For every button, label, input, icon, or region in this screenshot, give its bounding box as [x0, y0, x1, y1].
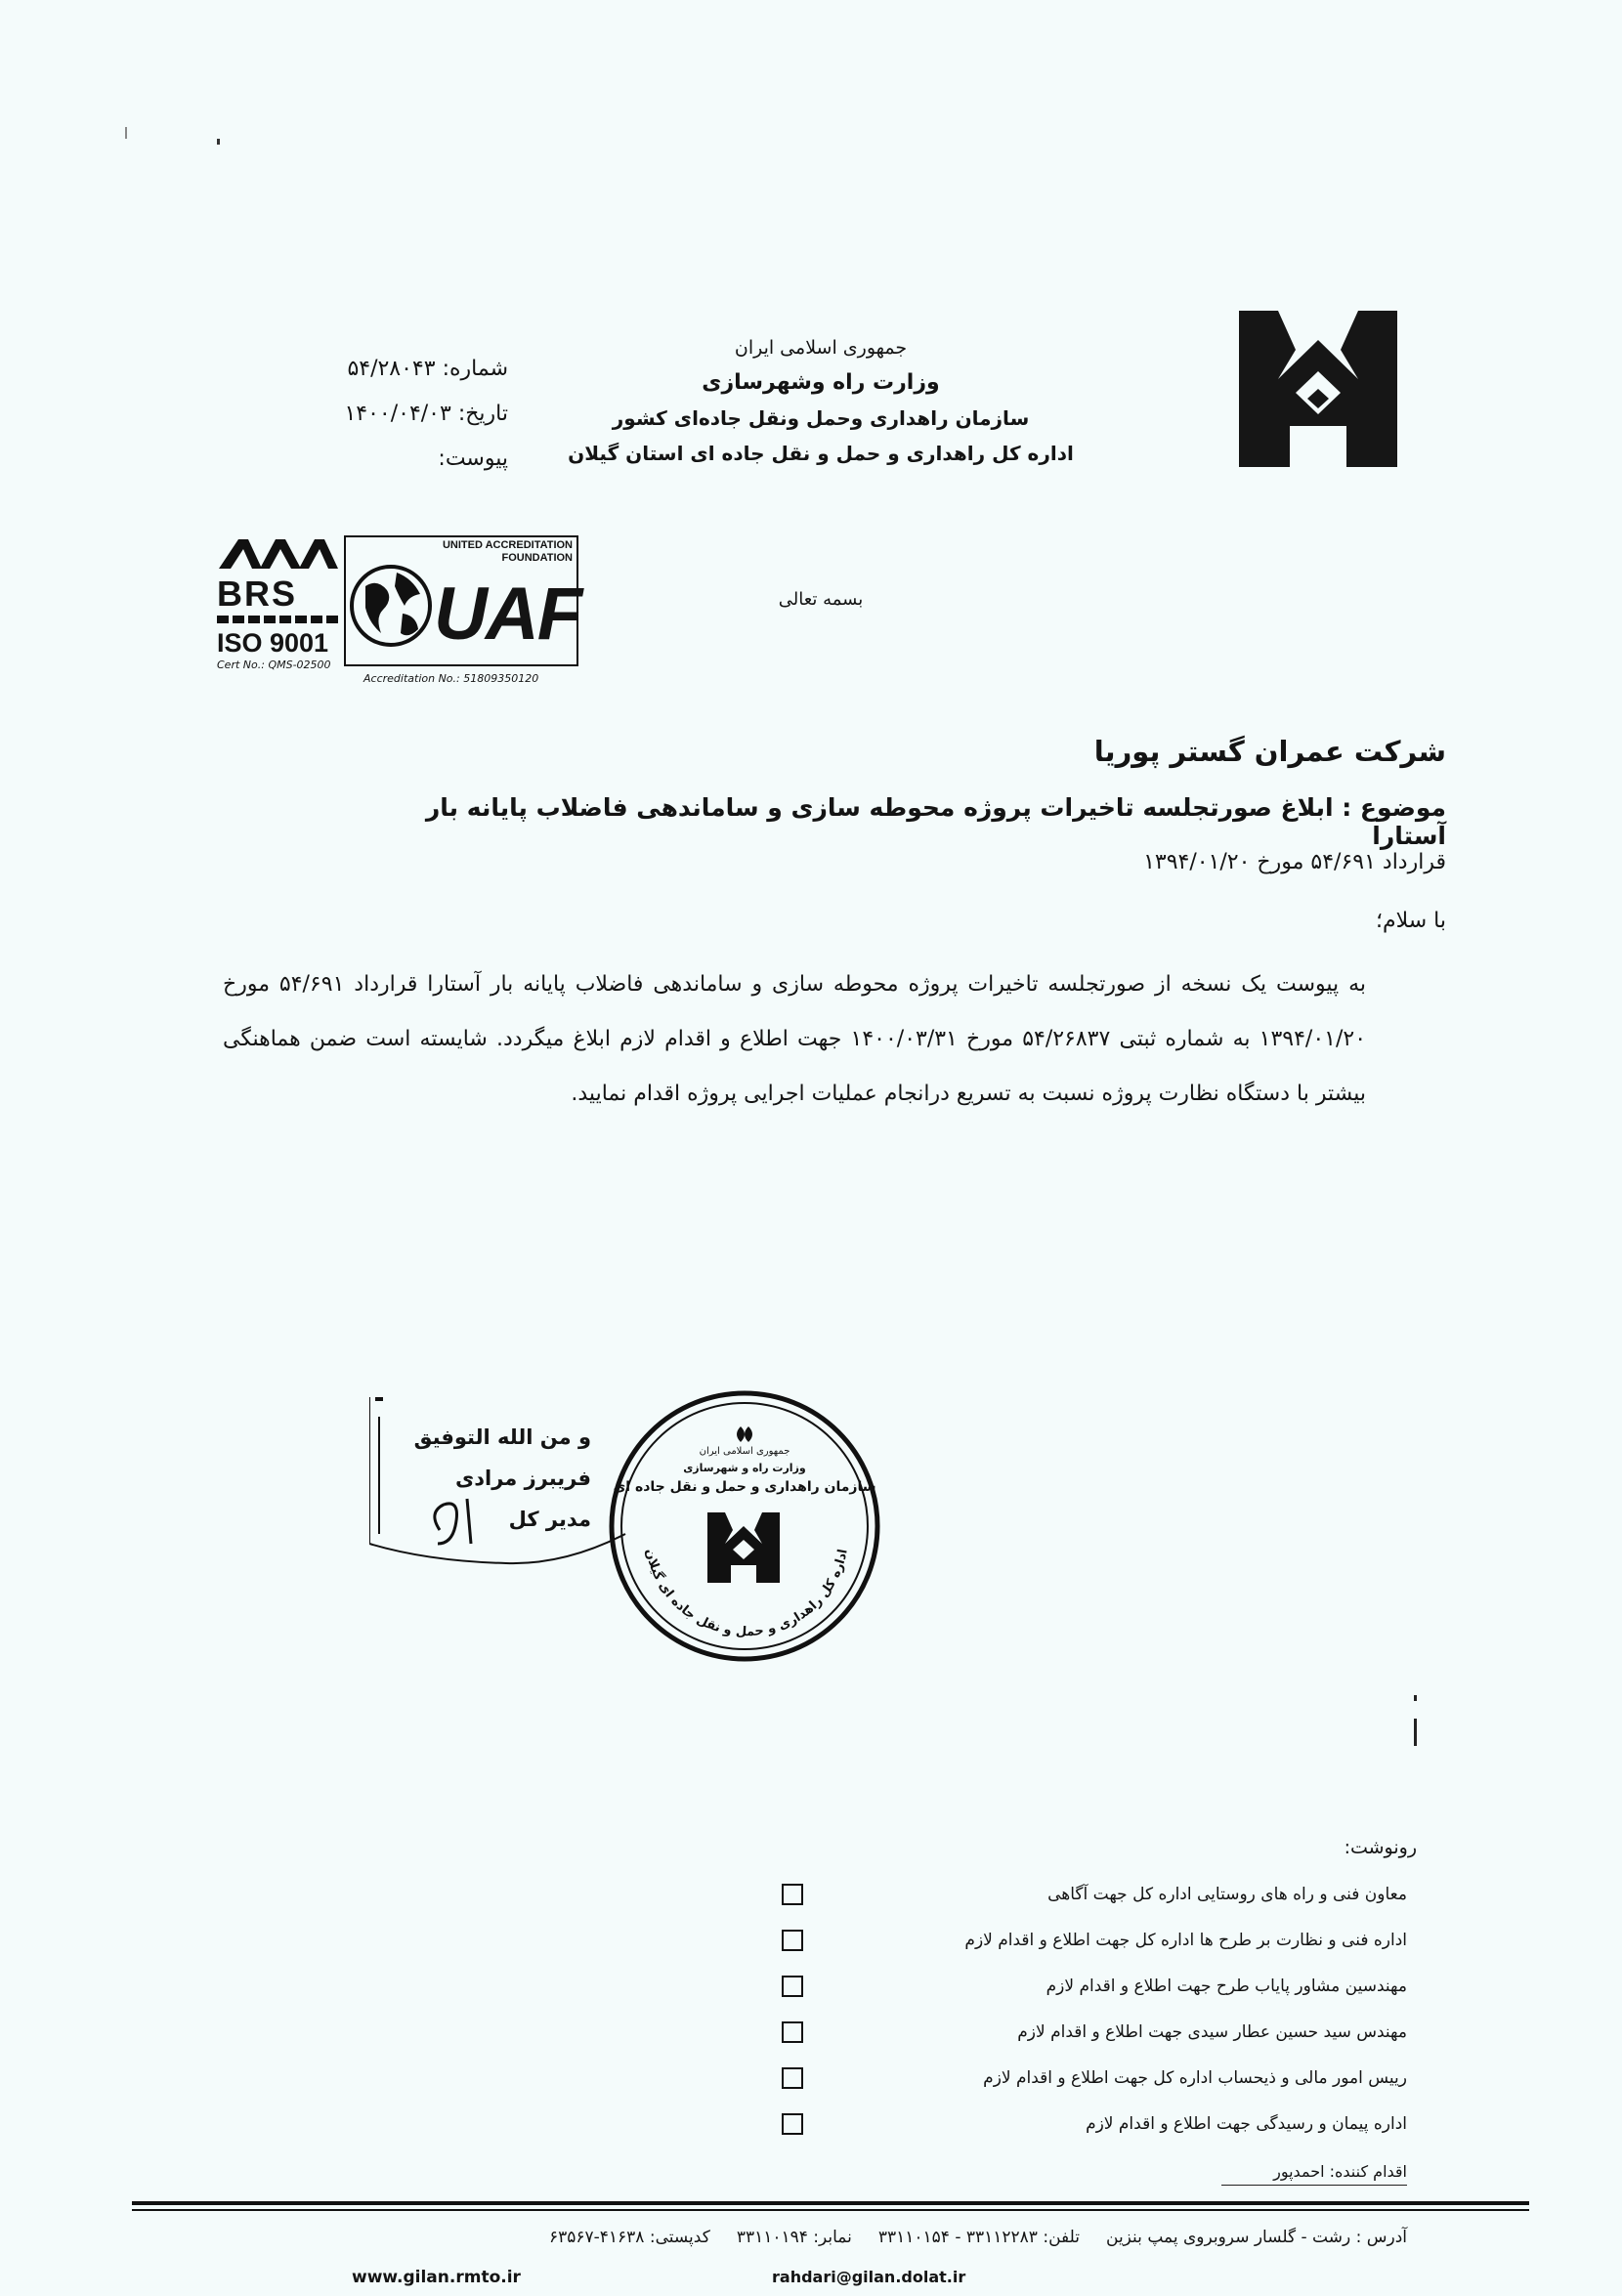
letter-attachment — [274, 437, 508, 482]
signature-block — [371, 1417, 591, 1540]
scan-mark — [125, 127, 127, 139]
country-name: جمهوری اسلامی ایران — [734, 337, 908, 359]
footer-rule — [132, 2209, 1529, 2211]
letter-number — [274, 347, 508, 392]
uaf-letters: UAF — [434, 573, 581, 656]
footer-fax: نمابر: ۳۳۱۱۰۱۹۴ — [736, 2228, 852, 2247]
cc-list — [762, 1871, 1407, 2147]
brs-bar — [217, 616, 339, 623]
cc-item — [762, 2009, 1407, 2055]
brs-label: BRS — [217, 574, 298, 614]
closing-phrase: و من الله التوفیق — [413, 1425, 591, 1449]
footer-address: آدرس : رشت - گلسار سروبروی پمپ بنزین — [1106, 2228, 1407, 2247]
enactor-underline — [1221, 2185, 1407, 2186]
subject: موضوع : ابلاغ صورتجلسه تاخیرات پروژه محوطه سازی و ساماندهی فاضلاب پایانه بار آستارا — [425, 793, 1446, 850]
letterhead — [547, 330, 1094, 471]
cc-item — [762, 2101, 1407, 2147]
brs-iso-logo — [217, 535, 339, 688]
uaf-accreditation-number: Accreditation No.: 51809350120 — [363, 672, 539, 685]
cc-checkbox[interactable] — [782, 2067, 803, 2089]
cc-title: رونوشت: — [1344, 1837, 1417, 1858]
cc-checkbox[interactable] — [782, 1884, 803, 1905]
cc-item — [762, 1963, 1407, 2009]
date-value: ۱۴۰۰/۰۴/۰۳ — [344, 402, 451, 426]
cc-item-label: اداره فنی و نظارت بر طرح ها اداره کل جهت اطلاع و اقدام لازم — [964, 1930, 1407, 1950]
date-label: تاریخ: — [457, 402, 508, 426]
cc-item — [762, 1917, 1407, 1963]
cc-item-label: اداره پیمان و رسیدگی جهت اطلاع و اقدام لازم — [1086, 2113, 1407, 2134]
organization-logo — [1239, 311, 1397, 475]
letter-meta — [274, 347, 508, 482]
footer-postal: کدپستی: ۴۱۶۳۸-۶۳۵۶۷ — [548, 2228, 710, 2247]
signatory-title: مدیر کل — [508, 1508, 591, 1531]
cc-item-label: معاون فنی و راه های روستایی اداره کل جهت آگاهی — [1047, 1884, 1407, 1904]
cc-checkbox[interactable] — [782, 2113, 803, 2135]
letter-date — [274, 392, 508, 437]
brs-chevron-icon — [217, 535, 339, 573]
attachment-label: پیوست: — [438, 446, 508, 471]
cc-checkbox[interactable] — [782, 1976, 803, 1997]
organization-name: سازمان راهداری وحمل ونقل جاده‌ای کشور — [612, 406, 1030, 430]
iso-label: ISO 9001 — [217, 628, 329, 658]
letter-body: به پیوست یک نسخه از صورتجلسه تاخیرات پروژه محوطه سازی و ساماندهی فاضلاب پایانه بار آستارا قرارداد ۵۴/۶۹۱ مورخ ۱۳۹۴/۰۱/۲۰ به شماره ثبتی ۵۴/۲۶۸۳۷ مورخ ۱۴۰۰/۰۳/۳۱ جهت اطلاع و اقدام لازم ابلاغ میگردد. شایسته است ضمن هماهنگی بیشتر با دستگاه نظارت پروژه نسبت به تسریع درانجام عملیات اجرایی پروژه اقدام نمایید. — [223, 972, 1367, 1106]
stamp-emblem-icon — [737, 1426, 752, 1442]
brs-cert-number: Cert No.: QMS-02500 — [217, 659, 331, 671]
uaf-name: UNITED ACCREDITATION FOUNDATION — [442, 539, 573, 564]
enactor: اقدام کننده: احمدپور — [1273, 2162, 1407, 2181]
cc-item — [762, 2055, 1407, 2101]
scan-mark — [1412, 1695, 1420, 1746]
directorate-name: اداره کل راهداری و حمل و نقل جاده ای استان گیلان — [568, 442, 1074, 465]
cc-checkbox[interactable] — [782, 1930, 803, 1951]
stamp-ministry: وزارت راه و شهرسازی — [683, 1462, 806, 1474]
recipient: شرکت عمران گستر پوریا — [1093, 735, 1446, 768]
ministry-name: وزارت راه وشهرسازی — [702, 370, 940, 395]
official-stamp — [606, 1387, 884, 1666]
stamp-organization: سازمان راهداری و حمل و نقل جاده ای — [613, 1479, 876, 1495]
cc-item-label: مهندسین مشاور پایاب طرح جهت اطلاع و اقدام لازم — [1046, 1976, 1407, 1996]
scan-mark — [217, 139, 220, 145]
cc-item-label: مهندس سید حسین عطار سیدی جهت اطلاع و اقدام لازم — [1017, 2021, 1407, 2042]
footer-contact — [215, 2228, 1407, 2247]
stamp-country: جمهوری اسلامی ایران — [699, 1446, 790, 1457]
cc-item — [762, 1871, 1407, 1917]
contract-reference: قرارداد ۵۴/۶۹۱ مورخ ۱۳۹۴/۰۱/۲۰ — [1143, 850, 1446, 874]
footer-rule — [132, 2201, 1529, 2205]
number-value: ۵۴/۲۸۰۴۳ — [347, 357, 436, 381]
stamp-logo-icon — [707, 1512, 780, 1583]
footer-phone: تلفن: ۳۳۱۱۲۲۸۳ - ۳۳۱۱۰۱۵۴ — [877, 2228, 1080, 2247]
footer-email[interactable]: rahdari@gilan.dolat.ir — [772, 2268, 966, 2286]
globe-icon — [348, 539, 434, 664]
cc-checkbox[interactable] — [782, 2021, 803, 2043]
number-label: شماره: — [442, 357, 508, 381]
stamp-directorate: اداره کل راهداری و حمل و نقل جاده ای گیلان — [642, 1548, 851, 1640]
greeting: با سلام؛ — [1376, 909, 1446, 933]
basmala: بسمه تعالی — [778, 589, 864, 610]
footer-website[interactable]: www.gilan.rmto.ir — [352, 2268, 521, 2287]
cc-item-label: رییس امور مالی و ذیحساب اداره کل جهت اطلاع و اقدام لازم — [983, 2067, 1407, 2088]
uaf-logo — [344, 535, 581, 688]
signatory-name: فریبرز مرادی — [454, 1467, 591, 1490]
